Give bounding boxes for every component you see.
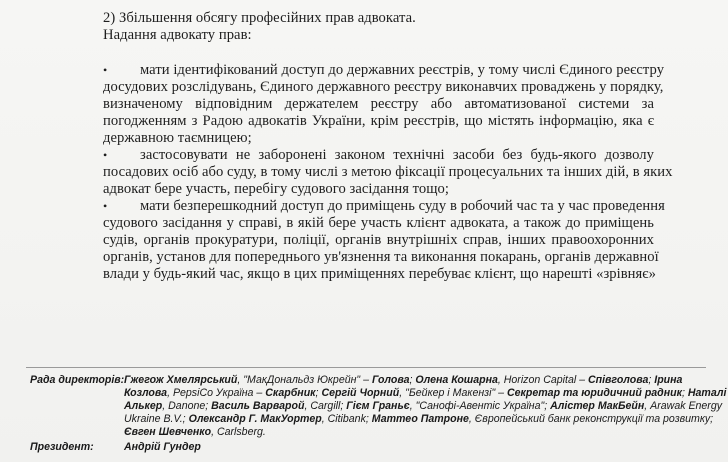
board-segment: Алістер МакБейн [550,400,645,412]
board-segment: Олександр Г. МакУортер [188,413,322,425]
board-line-2 [124,387,726,400]
board-segment: , Citibank; [321,413,372,425]
bullet-2: • [103,148,108,162]
board-line-5 [124,426,266,439]
board-segment: , "МакДональдз Юкрейн" – [237,374,372,386]
board-segment: Скарбник [265,387,316,399]
item-3-line-3: судів, органів прокуратури, поліції, органів внутрішніх справ, інших правоохоронних [103,232,654,248]
board-segment: ; [409,374,416,386]
board-segment: Ірина [654,374,683,386]
board-segment: , Європейський банк реконструкції та розвитку; [468,413,714,425]
board-segment: Гієм Граньє [346,400,410,412]
board-segment: Алькер [124,400,163,412]
item-1-line-2: досудових розслідувань, Єдиного державного реєстру виконавчих проваджень у порядку, [103,79,664,95]
president-name: Андрій Гундер [124,441,201,453]
board-segment: , "Санофі-Авентіс Україна"; [409,400,551,412]
board-segment: Василь Варварой [211,400,305,412]
intro-line: Надання адвокату прав: [103,27,252,43]
board-segment: , Horizon Capital – [497,374,588,386]
item-2-line-1: застосовувати не заборонені законом технічні засоби без будь-якого дозволу [140,147,654,163]
board-segment: Гжегож Хмелярський [124,374,238,386]
board-segment: , Danone; [162,400,212,412]
item-3-line-1: мати безперешкодний доступ до приміщень суду в робочий час та у час проведення [140,198,665,214]
board-segment: Голова [371,374,410,386]
board-segment: Маттео Патроне [371,413,469,425]
board-segment: ; [315,387,322,399]
section-heading: 2) Збільшення обсягу професійних прав адвоката. [103,10,416,26]
board-segment: ; [648,374,655,386]
board-segment: Сергій Чорний [321,387,400,399]
item-2-line-3: адвокат бере участь, перебігу судового засідання тощо; [103,181,449,197]
board-segment: Олена Кошарна [415,374,498,386]
board-segment: Секретар та юридичний радник [506,387,682,399]
board-segment: Співголова [587,374,649,386]
item-1-line-4: погодженням з Радою адвокатів України, крім реєстрів, що містять інформацію, яка є [103,113,655,129]
board-line-3 [124,400,722,413]
board-line-4 [124,413,713,426]
board-segment: Ukraine B.V.; [124,413,189,425]
footer-separator [26,367,706,368]
item-3-line-4: органів, установ для попереднього ув'язнення та виконання покарань, органів державної [103,249,659,265]
board-label: Рада директорів: [30,374,125,386]
item-3-line-2: судового засідання у справі, в якій бере участь клієнт адвоката, а також до приміщень [103,215,654,231]
item-3-line-5: влади у будь-який час, якщо в цих приміщеннях перебуває клієнт, що нарешті «зрівняє» [103,266,656,282]
board-line-1 [124,374,682,387]
item-1-line-1: мати ідентифікований доступ до державних реєстрів, у тому числі Єдиного реєстру [140,62,665,78]
bullet-3: • [103,199,108,213]
board-segment: Козлова [124,387,168,399]
board-segment: , Arawak Energy [644,400,723,412]
board-segment: ; [681,387,688,399]
bullet-1: • [103,63,108,77]
board-segment: Євген Шевченко [124,426,212,438]
item-1-line-5: державною таємницею; [103,130,252,146]
board-segment: , "Бейкер і Макензі" – [399,387,507,399]
board-segment: Наталі [687,387,727,399]
item-2-line-2: посадових осіб або суду, в тому числі з метою фіксації процесуальних та інших дій, в яких [103,164,673,180]
president-label: Президент: [30,441,94,453]
board-segment: , Cargill; [304,400,347,412]
item-1-line-3: визначеному відповідним держателем реєстру або автоматизованої системи за [103,96,654,112]
board-segment: , PepsiCo Україна – [167,387,266,399]
board-segment: , Carlsberg. [211,426,266,438]
